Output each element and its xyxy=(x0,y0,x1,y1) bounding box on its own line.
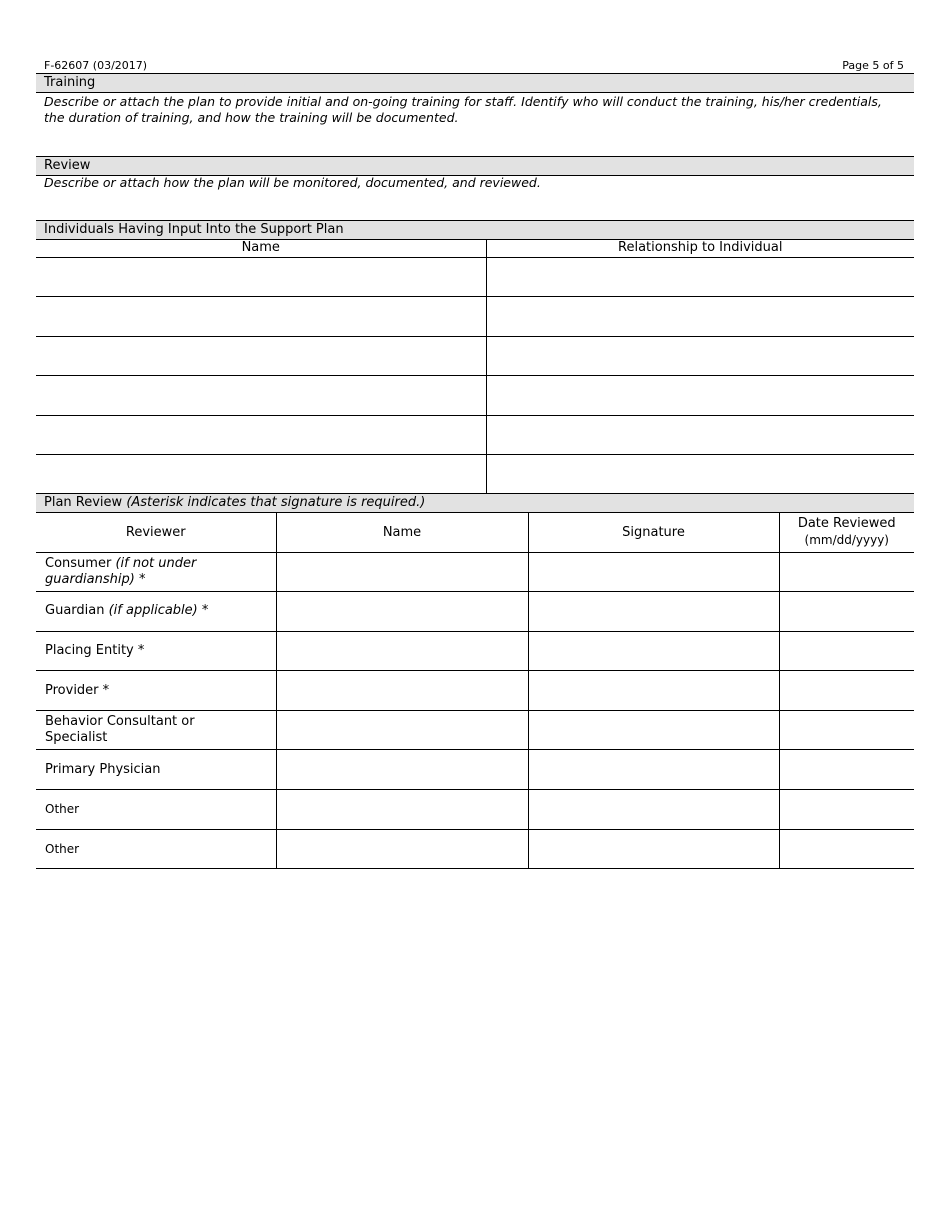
plan-review-section-title xyxy=(36,493,914,513)
reviewer-cell: Provider * xyxy=(36,671,276,711)
table-row xyxy=(36,710,914,750)
col-date-header xyxy=(779,513,914,552)
reviewer-note: (if not under guardianship) xyxy=(45,555,197,587)
page-number: Page 5 of 5 xyxy=(842,59,904,72)
col-name-header: Name xyxy=(36,239,486,257)
col-relationship-header: Relationship to Individual xyxy=(486,239,914,257)
reviewer-cell: Other xyxy=(36,790,276,830)
table-row xyxy=(36,750,914,790)
name-cell[interactable] xyxy=(36,376,486,416)
review-section-title: Review xyxy=(36,156,914,176)
name-cell[interactable] xyxy=(276,552,528,592)
relationship-cell[interactable] xyxy=(486,297,914,337)
table-row xyxy=(36,376,914,416)
reviewer-label: Guardian xyxy=(45,603,105,619)
table-row xyxy=(36,257,914,297)
date-cell[interactable] xyxy=(779,829,914,869)
signature-cell[interactable] xyxy=(528,671,779,711)
reviewer-cell xyxy=(36,592,276,632)
table-row xyxy=(36,790,914,830)
reviewer-note: (if applicable) xyxy=(108,603,198,619)
date-cell[interactable] xyxy=(779,790,914,830)
relationship-cell[interactable] xyxy=(486,257,914,297)
signature-cell[interactable] xyxy=(528,829,779,869)
date-cell[interactable] xyxy=(779,710,914,750)
name-cell[interactable] xyxy=(276,790,528,830)
name-cell[interactable] xyxy=(276,671,528,711)
col-reviewer-header: Reviewer xyxy=(36,513,276,552)
training-section-title: Training xyxy=(36,73,914,93)
date-header-format: (mm/dd/yyyy) xyxy=(804,533,889,548)
plan-review-table xyxy=(36,513,914,869)
name-cell[interactable] xyxy=(276,710,528,750)
table-row xyxy=(36,336,914,376)
relationship-cell[interactable] xyxy=(486,455,914,495)
date-cell[interactable] xyxy=(779,750,914,790)
signature-cell[interactable] xyxy=(528,750,779,790)
plan-review-title: Plan Review xyxy=(44,495,123,510)
name-cell[interactable] xyxy=(276,829,528,869)
table-row xyxy=(36,829,914,869)
name-cell[interactable] xyxy=(36,336,486,376)
name-cell[interactable] xyxy=(36,455,486,495)
col-name-header: Name xyxy=(276,513,528,552)
reviewer-cell: Behavior Consultant or Specialist xyxy=(36,710,276,750)
individuals-section-title: Individuals Having Input Into the Support Plan xyxy=(36,220,914,240)
table-row xyxy=(36,631,914,671)
date-cell[interactable] xyxy=(779,592,914,632)
plan-review-note: (Asterisk indicates that signature is required.) xyxy=(126,495,426,510)
name-cell[interactable] xyxy=(36,415,486,455)
signature-cell[interactable] xyxy=(528,790,779,830)
reviewer-cell xyxy=(36,552,276,592)
name-cell[interactable] xyxy=(276,631,528,671)
required-mark: * xyxy=(134,571,146,587)
name-cell[interactable] xyxy=(36,257,486,297)
training-instruction: Describe or attach the plan to provide initial and on-going training for staff. Identify who will conduct the training, his/her credentials, the duration of training, and how the training will be documented. xyxy=(44,94,882,125)
table-row xyxy=(36,592,914,632)
table-row xyxy=(36,297,914,337)
date-header-label: Date Reviewed xyxy=(797,516,896,532)
reviewer-label: Consumer xyxy=(45,555,112,571)
form-number: F-62607 (03/2017) xyxy=(44,59,148,72)
table-row xyxy=(36,415,914,455)
table-row xyxy=(36,671,914,711)
table-row xyxy=(36,552,914,592)
date-cell[interactable] xyxy=(779,552,914,592)
reviewer-cell: Primary Physician xyxy=(36,750,276,790)
signature-cell[interactable] xyxy=(528,552,779,592)
name-cell[interactable] xyxy=(276,750,528,790)
date-cell[interactable] xyxy=(779,671,914,711)
date-cell[interactable] xyxy=(779,631,914,671)
reviewer-cell: Other xyxy=(36,829,276,869)
relationship-cell[interactable] xyxy=(486,336,914,376)
relationship-cell[interactable] xyxy=(486,376,914,416)
reviewer-cell: Placing Entity * xyxy=(36,631,276,671)
individuals-table xyxy=(36,239,914,494)
name-cell[interactable] xyxy=(36,297,486,337)
required-mark: * xyxy=(197,603,209,619)
table-row xyxy=(36,455,914,495)
col-signature-header: Signature xyxy=(528,513,779,552)
review-instruction: Describe or attach how the plan will be monitored, documented, and reviewed. xyxy=(44,175,541,190)
relationship-cell[interactable] xyxy=(486,415,914,455)
signature-cell[interactable] xyxy=(528,592,779,632)
name-cell[interactable] xyxy=(276,592,528,632)
signature-cell[interactable] xyxy=(528,710,779,750)
signature-cell[interactable] xyxy=(528,631,779,671)
